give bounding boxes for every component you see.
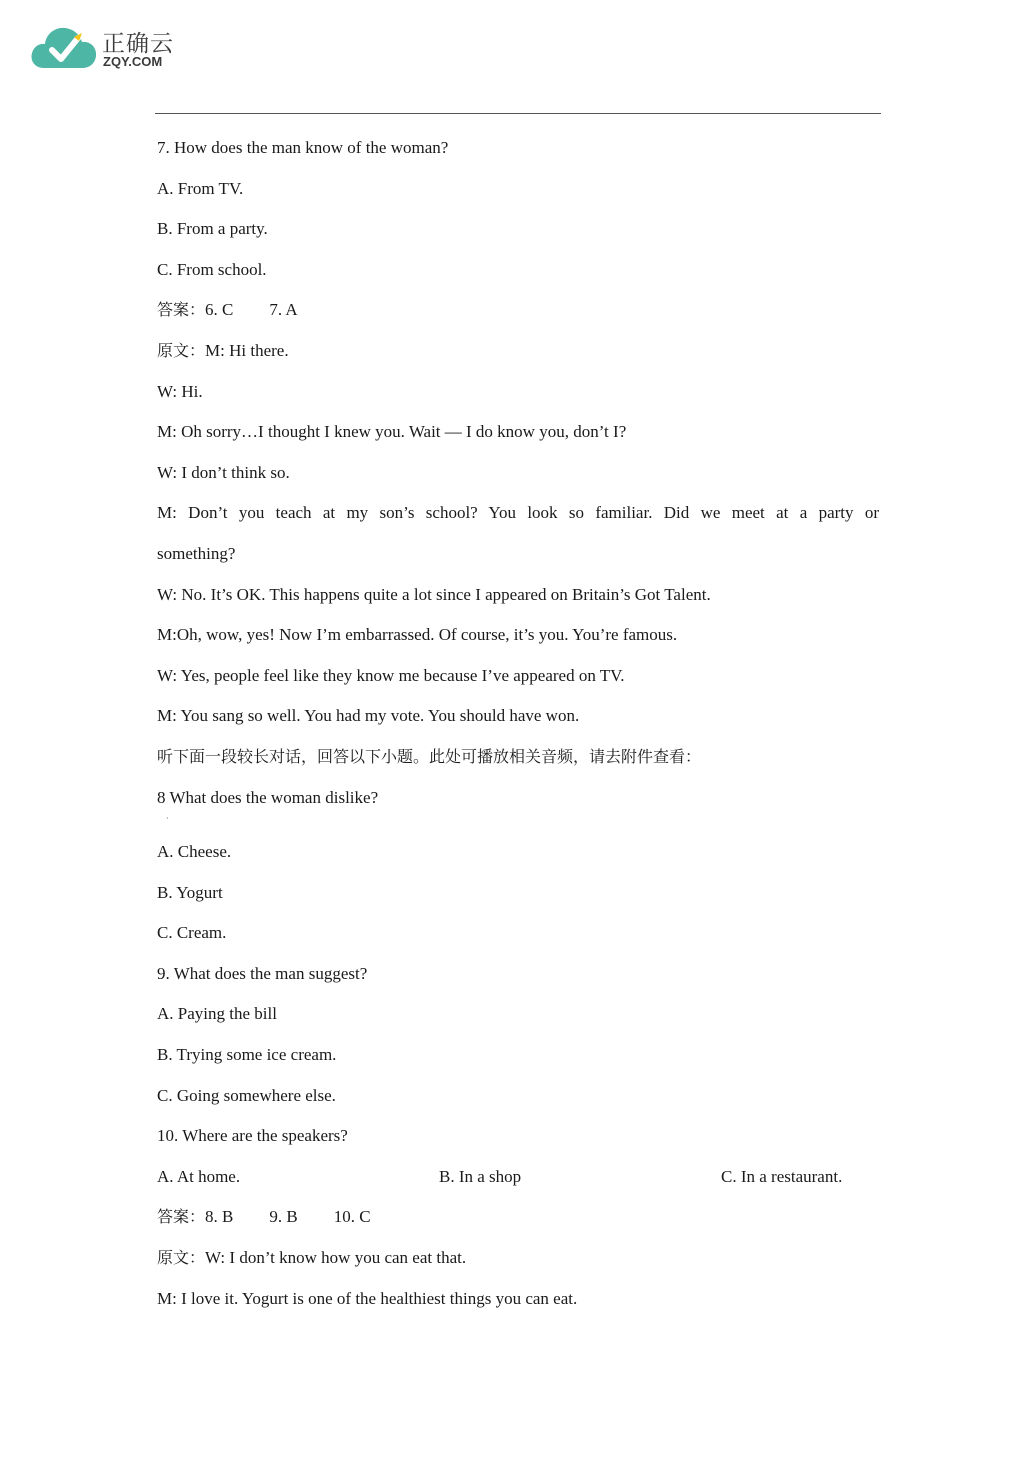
- answer-6: 6. C: [205, 300, 234, 320]
- stray-mark: ·: [166, 814, 169, 824]
- dialogue-line: W: I don’t think so.: [157, 462, 290, 482]
- option-8c: C. Cream.: [157, 923, 227, 943]
- dialogue-line: M: Oh sorry…I thought I knew you. Wait — I do know you, don’t I?: [157, 422, 627, 442]
- answer-line-2: [157, 1197, 879, 1238]
- option-7a: A. From TV.: [157, 178, 244, 198]
- dialogue-line: W: Hi.: [157, 381, 203, 401]
- option-10c: C. In a restaurant.: [721, 1166, 843, 1186]
- dialogue-line: M: I love it. Yogurt is one of the healthiest things you can eat.: [157, 1288, 578, 1308]
- answer-10: 10. C: [333, 1207, 371, 1227]
- option-9a: A. Paying the bill: [157, 1004, 277, 1024]
- question-10: 10. Where are the speakers?: [157, 1126, 348, 1146]
- site-logo: [30, 22, 180, 74]
- answer-label: 答案：: [157, 300, 206, 320]
- question-7: 7. How does the man know of the woman?: [157, 138, 449, 157]
- header-divider: [155, 113, 881, 114]
- dialogue-line: M: Don’t you teach at my son’s school? You look so familiar. Did we meet at a party or: [157, 503, 879, 523]
- answer-8: 8. B: [205, 1207, 234, 1227]
- transcript-label: 原文：: [157, 340, 206, 360]
- transcript-label: 原文：: [157, 1248, 206, 1268]
- answer-7: 7. A: [269, 300, 298, 320]
- dialogue-line: M: You sang so well. You had my vote. You should have won.: [157, 706, 580, 726]
- dialogue-line: W: No. It’s OK. This happens quite a lot since I appeared on Britain’s Got Talent.: [157, 584, 711, 604]
- transcript-start-2: [157, 1238, 879, 1279]
- answer-label: 答案：: [157, 1207, 206, 1227]
- logo-text-cn: 正确云: [102, 31, 174, 57]
- option-8a: A. Cheese.: [157, 842, 232, 862]
- option-9b: B. Trying some ice cream.: [157, 1045, 337, 1065]
- option-7b: B. From a party.: [157, 219, 268, 239]
- listening-instruction: 听下面一段较长对话，回答以下小题。此处可播放相关音频，请去附件查看：: [157, 746, 702, 766]
- transcript-start-1: [157, 331, 879, 372]
- option-9c: C. Going somewhere else.: [157, 1085, 336, 1105]
- logo-text-en: ZQY.COM: [103, 54, 163, 69]
- transcript-text: W: I don’t know how you can eat that.: [205, 1248, 467, 1268]
- document-body: [157, 128, 879, 1319]
- dialogue-line: W: Yes, people feel like they know me because I’ve appeared on TV.: [157, 665, 625, 685]
- question-9: 9. What does the man suggest?: [157, 963, 368, 983]
- spacer: [157, 814, 879, 832]
- answer-9: 9. B: [269, 1207, 298, 1227]
- answer-line-1: [157, 290, 879, 331]
- question-8: 8 What does the woman dislike?: [157, 787, 379, 807]
- option-10b: B. In a shop: [439, 1166, 522, 1186]
- option-8b: B. Yogurt: [157, 882, 223, 902]
- option-10a: A. At home.: [157, 1166, 241, 1186]
- dialogue-line: M:Oh, wow, yes! Now I’m embarrassed. Of course, it’s you. You’re famous.: [157, 625, 678, 645]
- cloud-check-icon: [30, 22, 98, 74]
- option-7c: C. From school.: [157, 259, 267, 279]
- dialogue-line: something?: [157, 543, 236, 563]
- options-10: [157, 1157, 879, 1198]
- transcript-text: M: Hi there.: [205, 340, 289, 360]
